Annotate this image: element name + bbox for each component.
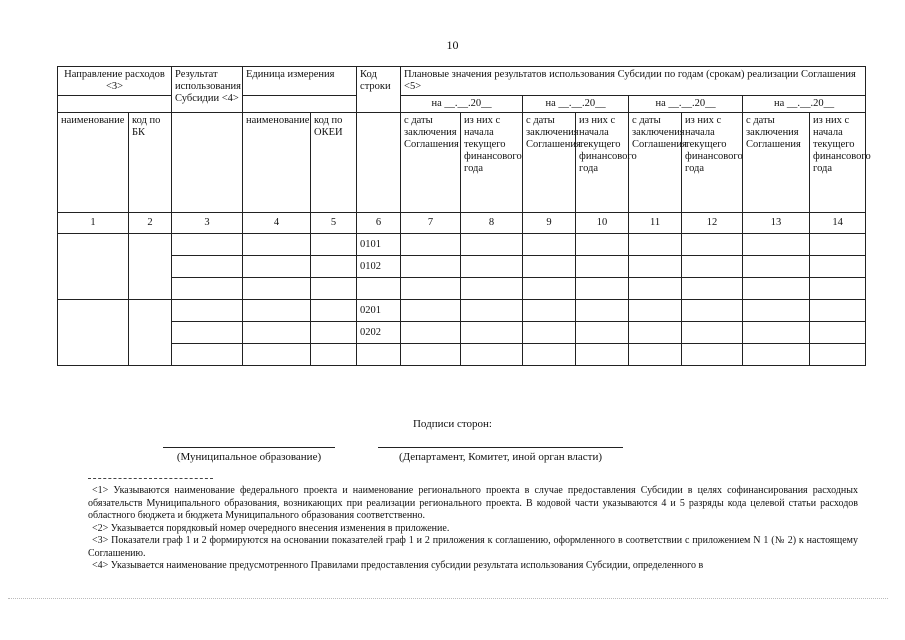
header-of-them: из них с начала текущего финансового года (576, 113, 629, 213)
row-code: 0202 (357, 322, 401, 344)
col-number: 3 (172, 213, 243, 234)
header-from-date: с даты заключения Соглашения (629, 113, 682, 213)
row-code: 0101 (357, 234, 401, 256)
row-code (357, 278, 401, 300)
header-result-cont (172, 113, 243, 213)
row-code: 0201 (357, 300, 401, 322)
cell-direction-name (58, 300, 129, 366)
cell-kod-bk (129, 300, 172, 366)
col-number: 4 (243, 213, 311, 234)
header-from-date: с даты заключения Соглашения (743, 113, 810, 213)
table-row (58, 234, 866, 256)
cell-kod-bk (129, 234, 172, 300)
header-unit: Единица измерения (243, 67, 357, 96)
header-of-them: из них с начала текущего финансового года (461, 113, 523, 213)
col-number: 14 (810, 213, 866, 234)
header-period: на __.__.20__ (523, 96, 629, 113)
column-numbers-row (58, 213, 866, 234)
cell-direction-name (58, 234, 129, 300)
header-code-cont (357, 113, 401, 213)
header-direction-sub (58, 96, 172, 113)
signature-municipality: (Муниципальное образование) (163, 447, 335, 467)
header-of-them: из них с начала текущего финансового года (810, 113, 866, 213)
col-number: 9 (523, 213, 576, 234)
footnote-2: <2> Указывается порядковый номер очередного внесения изменения в приложение. (92, 522, 450, 534)
table-row (58, 278, 866, 300)
col-number: 6 (357, 213, 401, 234)
header-direction: Направление расходов <3> (58, 67, 172, 96)
header-planned: Плановые значения результатов использования Субсидии по годам (срокам) реализации Соглашения <5> (401, 67, 866, 96)
col-number: 13 (743, 213, 810, 234)
header-okei: код по ОКЕИ (311, 113, 357, 213)
header-from-date: с даты заключения Соглашения (523, 113, 576, 213)
row-code (357, 344, 401, 366)
col-number: 12 (682, 213, 743, 234)
table-row (58, 344, 866, 366)
header-of-them: из них с начала текущего финансового года (682, 113, 743, 213)
col-number: 7 (401, 213, 461, 234)
table-row (58, 300, 866, 322)
scan-artifact-line (8, 598, 888, 601)
header-period: на __.__.20__ (743, 96, 866, 113)
row-code: 0102 (357, 256, 401, 278)
footnote-4: <4> Указывается наименование предусмотренного Правилами предоставления субсидии результата использования Субсидии, определенного в (92, 560, 704, 571)
header-from-date: с даты заключения Соглашения (401, 113, 461, 213)
table-row (58, 256, 866, 278)
col-number: 8 (461, 213, 523, 234)
header-result: Результат использования Субсидии <4> (172, 67, 243, 113)
header-period: на __.__.20__ (401, 96, 523, 113)
footnote-separator (88, 478, 213, 479)
header-code: Код строки (357, 67, 401, 113)
page-number: 10 (446, 38, 459, 52)
footnotes (88, 485, 858, 573)
col-number: 11 (629, 213, 682, 234)
header-unit-name: наименование (243, 113, 311, 213)
col-number: 1 (58, 213, 129, 234)
table-row (58, 322, 866, 344)
signatures-title: Подписи сторон: (412, 418, 492, 430)
header-name: наименование (58, 113, 129, 213)
header-unit-sub (243, 96, 357, 113)
signature-department: (Департамент, Комитет, иной орган власти) (378, 447, 623, 467)
footnote-3: <3> Показатели граф 1 и 2 формируются на основании показателей граф 1 и 2 приложения к соглашению, оформленного в соответствии с приложением N 1 (№ 2) к настоящему Соглашению. (88, 535, 858, 559)
results-table (57, 66, 871, 366)
col-number: 5 (311, 213, 357, 234)
footnote-1: <1> Указываются наименование федерального проекта и наименование регионального проекта в случае предоставления Субсидии в целях софинансирования расходных обязательств Муниципального образования, возникающих при реализации регионального проекта. В кодовой части указываются 4 и 5 разряды кода целевой статьи расходов областного бюджета и бюджета Муниципального образования соответственно. (88, 485, 858, 521)
header-period: на __.__.20__ (629, 96, 743, 113)
col-number: 2 (129, 213, 172, 234)
header-kod-bk: код по БК (129, 113, 172, 213)
col-number: 10 (576, 213, 629, 234)
